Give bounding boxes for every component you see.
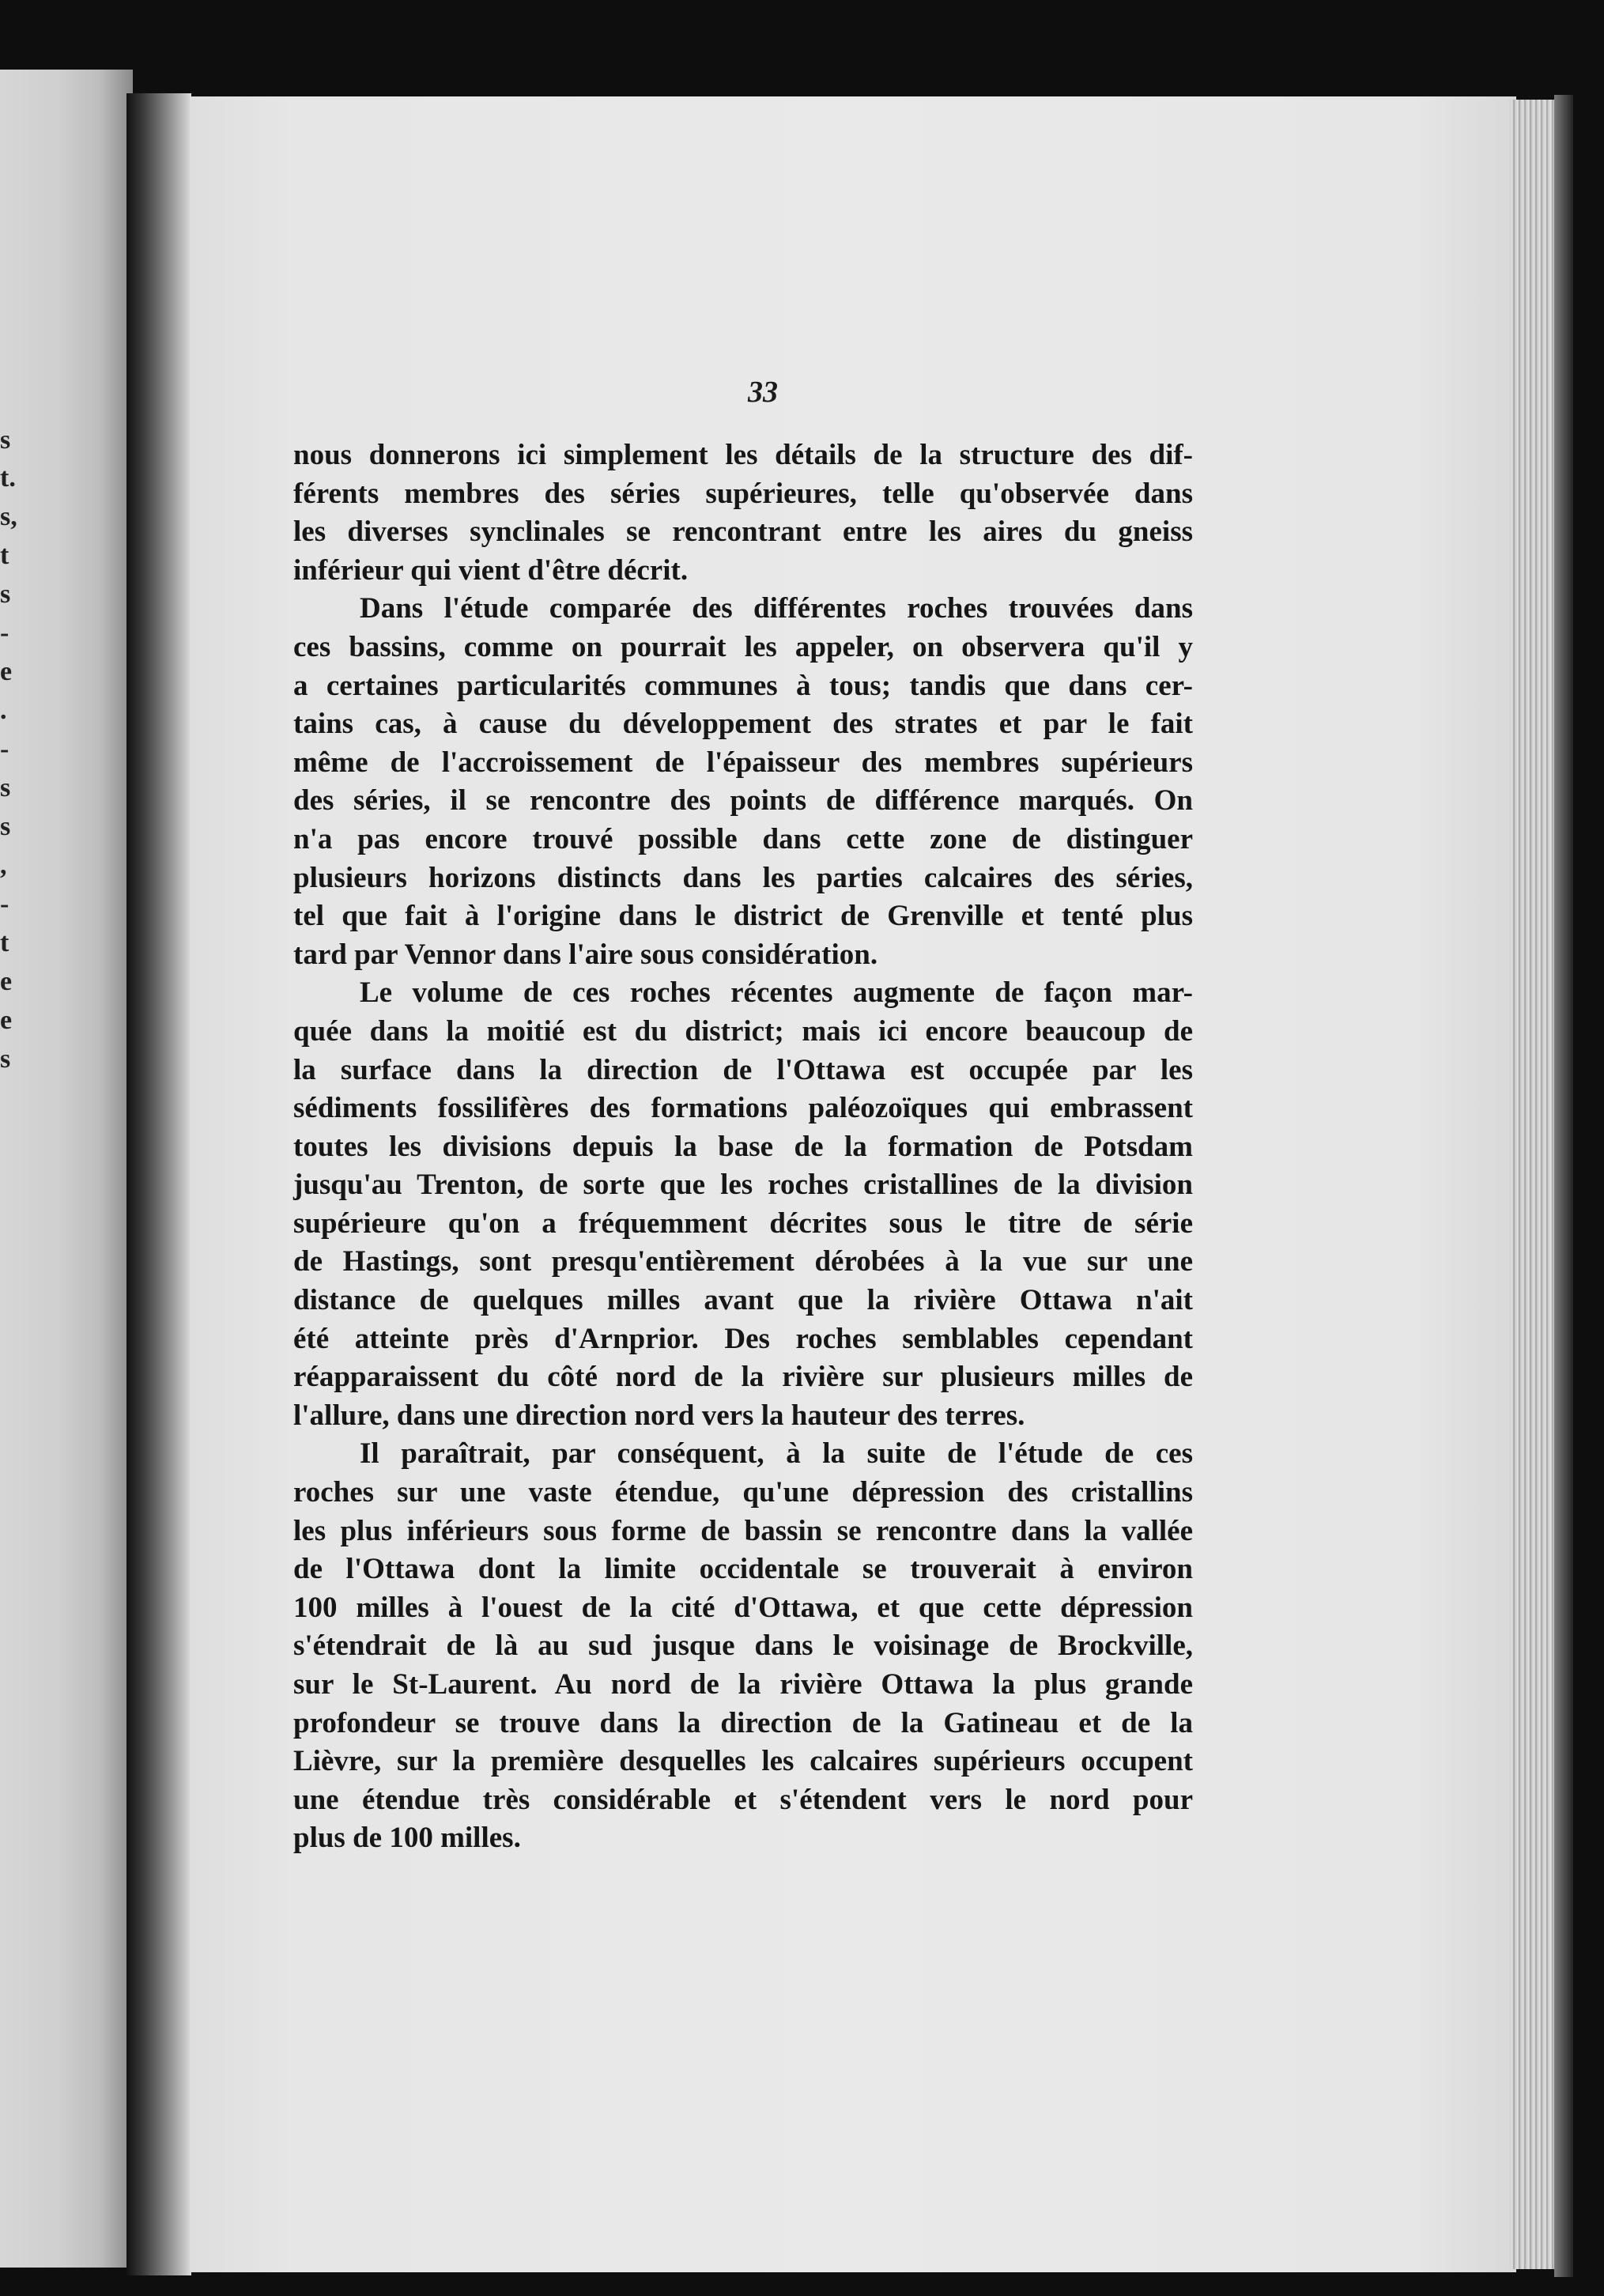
paragraph (293, 974, 1193, 1435)
text-line: ces bassins, comme on pourrait les appeler, on observera qu'il y (293, 630, 1193, 663)
previous-page-edge (0, 70, 133, 2268)
text-line: sur le St-Laurent. Au nord de la rivière Ottawa la plus grande (293, 1668, 1193, 1701)
margin-fragment: t. (0, 463, 16, 493)
text-line: toutes les divisions depuis la base de la formation de Potsdam (293, 1130, 1193, 1163)
text-line: jusqu'au Trenton, de sorte que les roches cristallines de la division (293, 1169, 1193, 1202)
text-line: de l'Ottawa dont la limite occidentale se trouverait à environ (293, 1553, 1193, 1586)
page-number: 33 (748, 376, 778, 409)
body-text (293, 436, 1193, 1858)
text-line: distance de quelques milles avant que la rivière Ottawa n'ait (293, 1284, 1193, 1317)
text-line: de Hastings, sont presqu'entièrement dérobées à la vue sur une (293, 1245, 1193, 1278)
text-line: Dans l'étude comparée des différentes roches trouvées dans (360, 592, 1193, 625)
margin-fragment: - (0, 618, 9, 648)
text-line: Il paraîtrait, par conséquent, à la suite de l'étude de ces (360, 1437, 1193, 1471)
paragraph (293, 436, 1193, 590)
text-line: tel que fait à l'origine dans le district de Grenville et tenté plus (293, 900, 1193, 933)
text-line: 100 milles à l'ouest de la cité d'Ottawa, et que cette dépression (293, 1591, 1193, 1624)
text-line: des séries, il se rencontre des points de différence marqués. On (293, 784, 1193, 818)
margin-fragment: . (0, 696, 7, 725)
margin-fragment: e (0, 1006, 13, 1035)
margin-fragment: s (0, 1044, 11, 1074)
text-line: les plus inférieurs sous forme de bassin se rencontre dans la vallée (293, 1514, 1193, 1547)
paragraph (293, 1435, 1193, 1858)
text-line: l'allure, dans une direction nord vers la hauteur des terres. (293, 1399, 1025, 1432)
text-line: profondeur se trouve dans la direction de la Gatineau et de la (293, 1706, 1193, 1739)
margin-fragment: - (0, 889, 9, 919)
paragraph (293, 590, 1193, 974)
text-line: quée dans la moitié est du district; mais ici encore beaucoup de (293, 1014, 1193, 1048)
margin-fragment: s (0, 773, 11, 802)
margin-fragment: s (0, 580, 11, 609)
margin-fragment: , (0, 851, 7, 880)
text-line: s'étendrait de là au sud jusque dans le voisinage de Brockville, (293, 1629, 1193, 1663)
text-line: roches sur une vaste étendue, qu'une dépression des cristallins (293, 1476, 1193, 1509)
margin-fragment: t (0, 541, 9, 570)
margin-fragment: s (0, 425, 11, 455)
margin-fragment: e (0, 657, 13, 686)
text-line: réapparaissent du côté nord de la rivière sur plusieurs milles de (293, 1361, 1193, 1394)
text-line: Lièvre, sur la première desquelles les calcaires supérieurs occupent (293, 1745, 1193, 1778)
margin-fragment: s (0, 812, 11, 841)
text-line: été atteinte près d'Arnprior. Des roches semblables cependant (293, 1322, 1193, 1355)
text-line: tains cas, à cause du développement des strates et par le fait (293, 708, 1193, 741)
book-gutter-shadow (126, 93, 191, 2275)
text-line: une étendue très considérable et s'étendent vers le nord pour (293, 1783, 1193, 1816)
text-line: la surface dans la direction de l'Ottawa est occupée par les (293, 1053, 1193, 1086)
page-stack-edge (1510, 100, 1557, 2269)
text-line: les diverses synclinales se rencontrant entre les aires du gneiss (293, 515, 1193, 549)
margin-fragment: e (0, 967, 13, 996)
text-line: sédiments fossilifères des formations paléozoïques qui embrassent (293, 1092, 1193, 1125)
text-line: a certaines particularités communes à tous; tandis que dans cer- (293, 669, 1193, 702)
text-line: plus de 100 milles. (293, 1822, 521, 1855)
margin-fragment: s, (0, 502, 17, 531)
text-line: nous donnerons ici simplement les détails de la structure des dif- (293, 439, 1193, 471)
margin-fragment: t (0, 928, 9, 957)
margin-fragment: - (0, 734, 9, 764)
text-line: même de l'accroissement de l'épaisseur des membres supérieurs (293, 746, 1193, 779)
text-line: férents membres des séries supérieures, telle qu'observée dans (293, 477, 1193, 510)
text-line: Le volume de ces roches récentes augmente de façon mar- (360, 976, 1193, 1010)
text-line: n'a pas encore trouvé possible dans cette zone de distinguer (293, 822, 1193, 855)
text-line: plusieurs horizons distincts dans les parties calcaires des séries, (293, 861, 1193, 894)
text-line: supérieure qu'on a fréquemment décrites sous le titre de série (293, 1207, 1193, 1240)
text-line: inférieur qui vient d'être décrit. (293, 553, 689, 587)
text-line: tard par Vennor dans l'aire sous considération. (293, 938, 878, 971)
page-stack-shadow (1554, 95, 1573, 2277)
